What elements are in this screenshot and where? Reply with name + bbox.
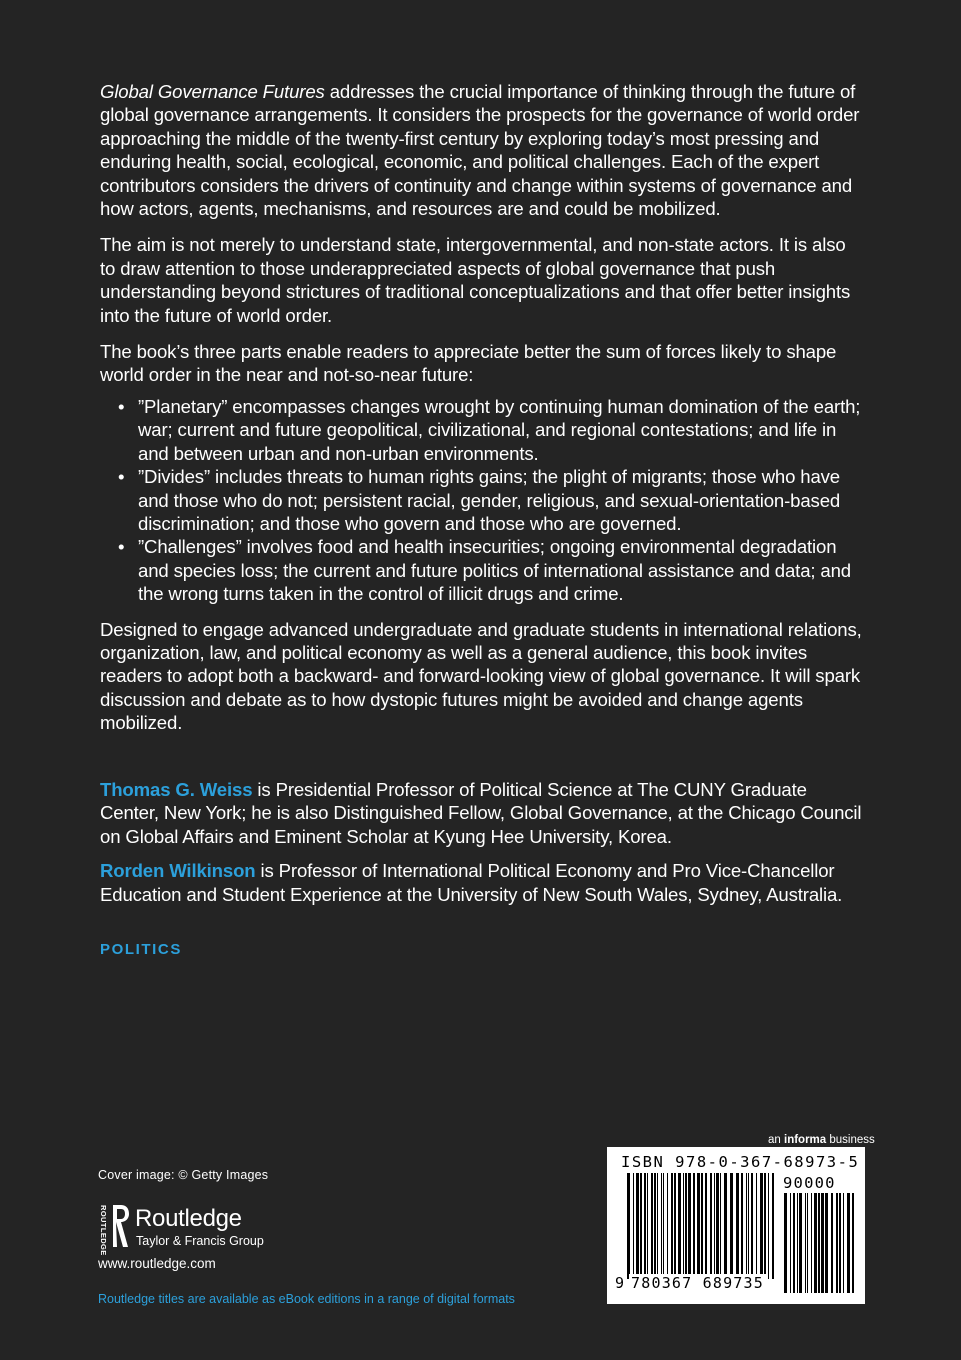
barcode-bar xyxy=(852,1193,854,1293)
barcode-bar xyxy=(741,1173,743,1279)
publisher-name: Routledge xyxy=(135,1205,242,1232)
barcode-bar xyxy=(640,1173,642,1279)
barcode-bar xyxy=(836,1193,838,1293)
barcode-bar xyxy=(814,1193,817,1293)
barcode-bar xyxy=(701,1173,703,1279)
barcode-bar xyxy=(710,1173,712,1279)
author-bio-text: is Professor of International Political Economy and Pro Vice-Chancellor Education and Student Experience at the University of New South Wales, Sydney, Australia. xyxy=(100,860,843,905)
barcode-bar xyxy=(693,1173,695,1279)
barcode-bar xyxy=(751,1173,753,1279)
list-item: • ”Planetary” encompasses changes wrought by continuing human domination of the earth; war; current and future geopolitical, civilizational, and regional contestations; and life in and between urban and non-urban environments. xyxy=(138,395,865,465)
barcode-bar xyxy=(633,1173,634,1279)
barcode-bar xyxy=(667,1173,668,1279)
price-addon-number: 90000 xyxy=(783,1174,836,1192)
blurb xyxy=(100,80,865,748)
barcode-bar xyxy=(807,1193,808,1293)
publisher-url[interactable]: www.routledge.com xyxy=(98,1256,216,1271)
barcode-bar xyxy=(730,1173,733,1279)
barcode-bar xyxy=(724,1173,727,1279)
aim-paragraph: The aim is not merely to understand state, intergovernmental, and non-state actors. It is also to draw attention to those underappreciated aspects of global governance that push understanding beyond strictures of traditional conceptualizations and that offer better insights into the future of world order. xyxy=(100,234,851,326)
barcode-bar xyxy=(636,1173,639,1279)
barcode-bar xyxy=(720,1173,721,1279)
barcode-bar xyxy=(716,1173,719,1279)
barcode-bar xyxy=(818,1193,820,1293)
author-bio-text: is Presidential Professor of Political Science at The CUNY Graduate Center, New York; he is also Distinguished Fellow, Global Governance, at the Chicago Council on Global Affairs and Eminent Scholar at Kyung Hee University, Korea. xyxy=(100,779,862,847)
barcode-bar xyxy=(678,1173,681,1279)
barcode-bar xyxy=(685,1173,687,1279)
barcode-bar xyxy=(674,1173,676,1279)
isbn-label: ISBN 978-0-367-68973-5 xyxy=(621,1153,860,1171)
barcode-bar xyxy=(760,1173,763,1279)
barcode-bar xyxy=(663,1173,664,1279)
barcode-bar xyxy=(825,1193,828,1293)
ean-first-digit: 9 xyxy=(615,1274,625,1292)
barcode-bar xyxy=(790,1193,791,1293)
barcode-bar xyxy=(736,1173,739,1279)
barcode-bar xyxy=(784,1193,787,1293)
ean-barcode-bars xyxy=(627,1173,777,1279)
barcode-bar xyxy=(714,1173,715,1279)
barcode-bar xyxy=(811,1193,812,1293)
barcode-bar xyxy=(797,1193,798,1293)
intro-text: addresses the crucial importance of thinking through the future of global governance arrangements. It considers the prospects for the governance of world order approaching the middle of the twenty-first century by exploring today’s most pressing and enduring health, social, ecological, economic, and political challenges. Each of the expert contributors considers the drivers of continuity and change within systems of governance and how actors, agents, mechanisms, and resources are and could be mobilized. xyxy=(100,81,860,220)
barcode-bar xyxy=(647,1173,648,1279)
barcode-bar xyxy=(657,1173,658,1279)
author-bio xyxy=(100,859,865,906)
cover-credit: Cover image: © Getty Images xyxy=(98,1168,269,1182)
parts-paragraph: The book’s three parts enable readers to appreciate better the sum of forces likely to shape world order in the near and not-so-near future: xyxy=(100,341,837,386)
barcode-bar xyxy=(756,1173,757,1279)
subject-category: POLITICS xyxy=(100,941,182,958)
list-item: • ”Divides” includes threats to human rights gains; the plight of migrants; those who have and those who do not; persistent racial, gender, religious, and sexual-orientation-based discrimination; and those who govern and those who are governed. xyxy=(138,465,865,535)
author-bio xyxy=(100,778,865,848)
audience-paragraph: Designed to engage advanced undergraduate and graduate students in international relations, organization, law, and political economy as well as a general audience, this book invites readers to adopt both a backward- and forward-looking view of global governance. It will spark discussion and debate as to how dystopic futures might be avoided and change agents mobilized. xyxy=(100,618,862,734)
barcode-bar xyxy=(799,1193,802,1293)
barcode-bar xyxy=(821,1193,824,1293)
routledge-logo xyxy=(97,1203,297,1256)
barcode-bar xyxy=(644,1173,646,1279)
author-bios xyxy=(100,778,865,917)
author-name: Thomas G. Weiss xyxy=(100,779,253,800)
barcode-bar xyxy=(746,1173,747,1279)
barcode-bar xyxy=(671,1173,673,1279)
barcode-bar xyxy=(705,1173,707,1279)
publisher-group: Taylor & Francis Group xyxy=(136,1234,264,1248)
barcode-bar xyxy=(793,1193,795,1293)
barcode-bar xyxy=(805,1193,806,1293)
barcode-bar xyxy=(831,1193,833,1293)
barcode-bar xyxy=(748,1173,749,1279)
logo-vertical-wordmark: ROUTLEDGE xyxy=(99,1205,108,1256)
barcode-bar xyxy=(697,1173,700,1279)
barcode-bar xyxy=(688,1173,691,1279)
parts-list xyxy=(100,395,865,606)
ean-digits: 780367 689735 xyxy=(631,1274,764,1292)
barcode-bar xyxy=(772,1173,774,1279)
barcode-bar xyxy=(847,1193,850,1293)
ebook-note: Routledge titles are available as eBook editions in a range of digital formats xyxy=(98,1292,515,1306)
isbn-barcode xyxy=(607,1147,865,1304)
barcode-bar xyxy=(764,1173,766,1279)
list-item: • ”Challenges” involves food and health insecurities; ongoing environmental degradation and species loss; the current and future politics of international assistance and data; and the wrong turns taken in the control of illicit drugs and crime. xyxy=(138,535,865,605)
addon-barcode-bars xyxy=(784,1193,854,1293)
book-title: Global Governance Futures xyxy=(100,81,325,102)
intro-paragraph xyxy=(100,80,865,220)
barcode-bar xyxy=(683,1173,684,1279)
barcode-bar xyxy=(768,1173,769,1279)
informa-tagline: an informa business xyxy=(768,1134,875,1146)
barcode-bar xyxy=(843,1193,844,1293)
barcode-bar xyxy=(627,1173,630,1279)
routledge-r-icon xyxy=(111,1203,131,1249)
barcode-bar xyxy=(839,1193,841,1293)
author-name: Rorden Wilkinson xyxy=(100,860,256,882)
barcode-bar xyxy=(651,1173,653,1279)
barcode-bar xyxy=(654,1173,656,1279)
barcode-bar xyxy=(661,1173,662,1279)
